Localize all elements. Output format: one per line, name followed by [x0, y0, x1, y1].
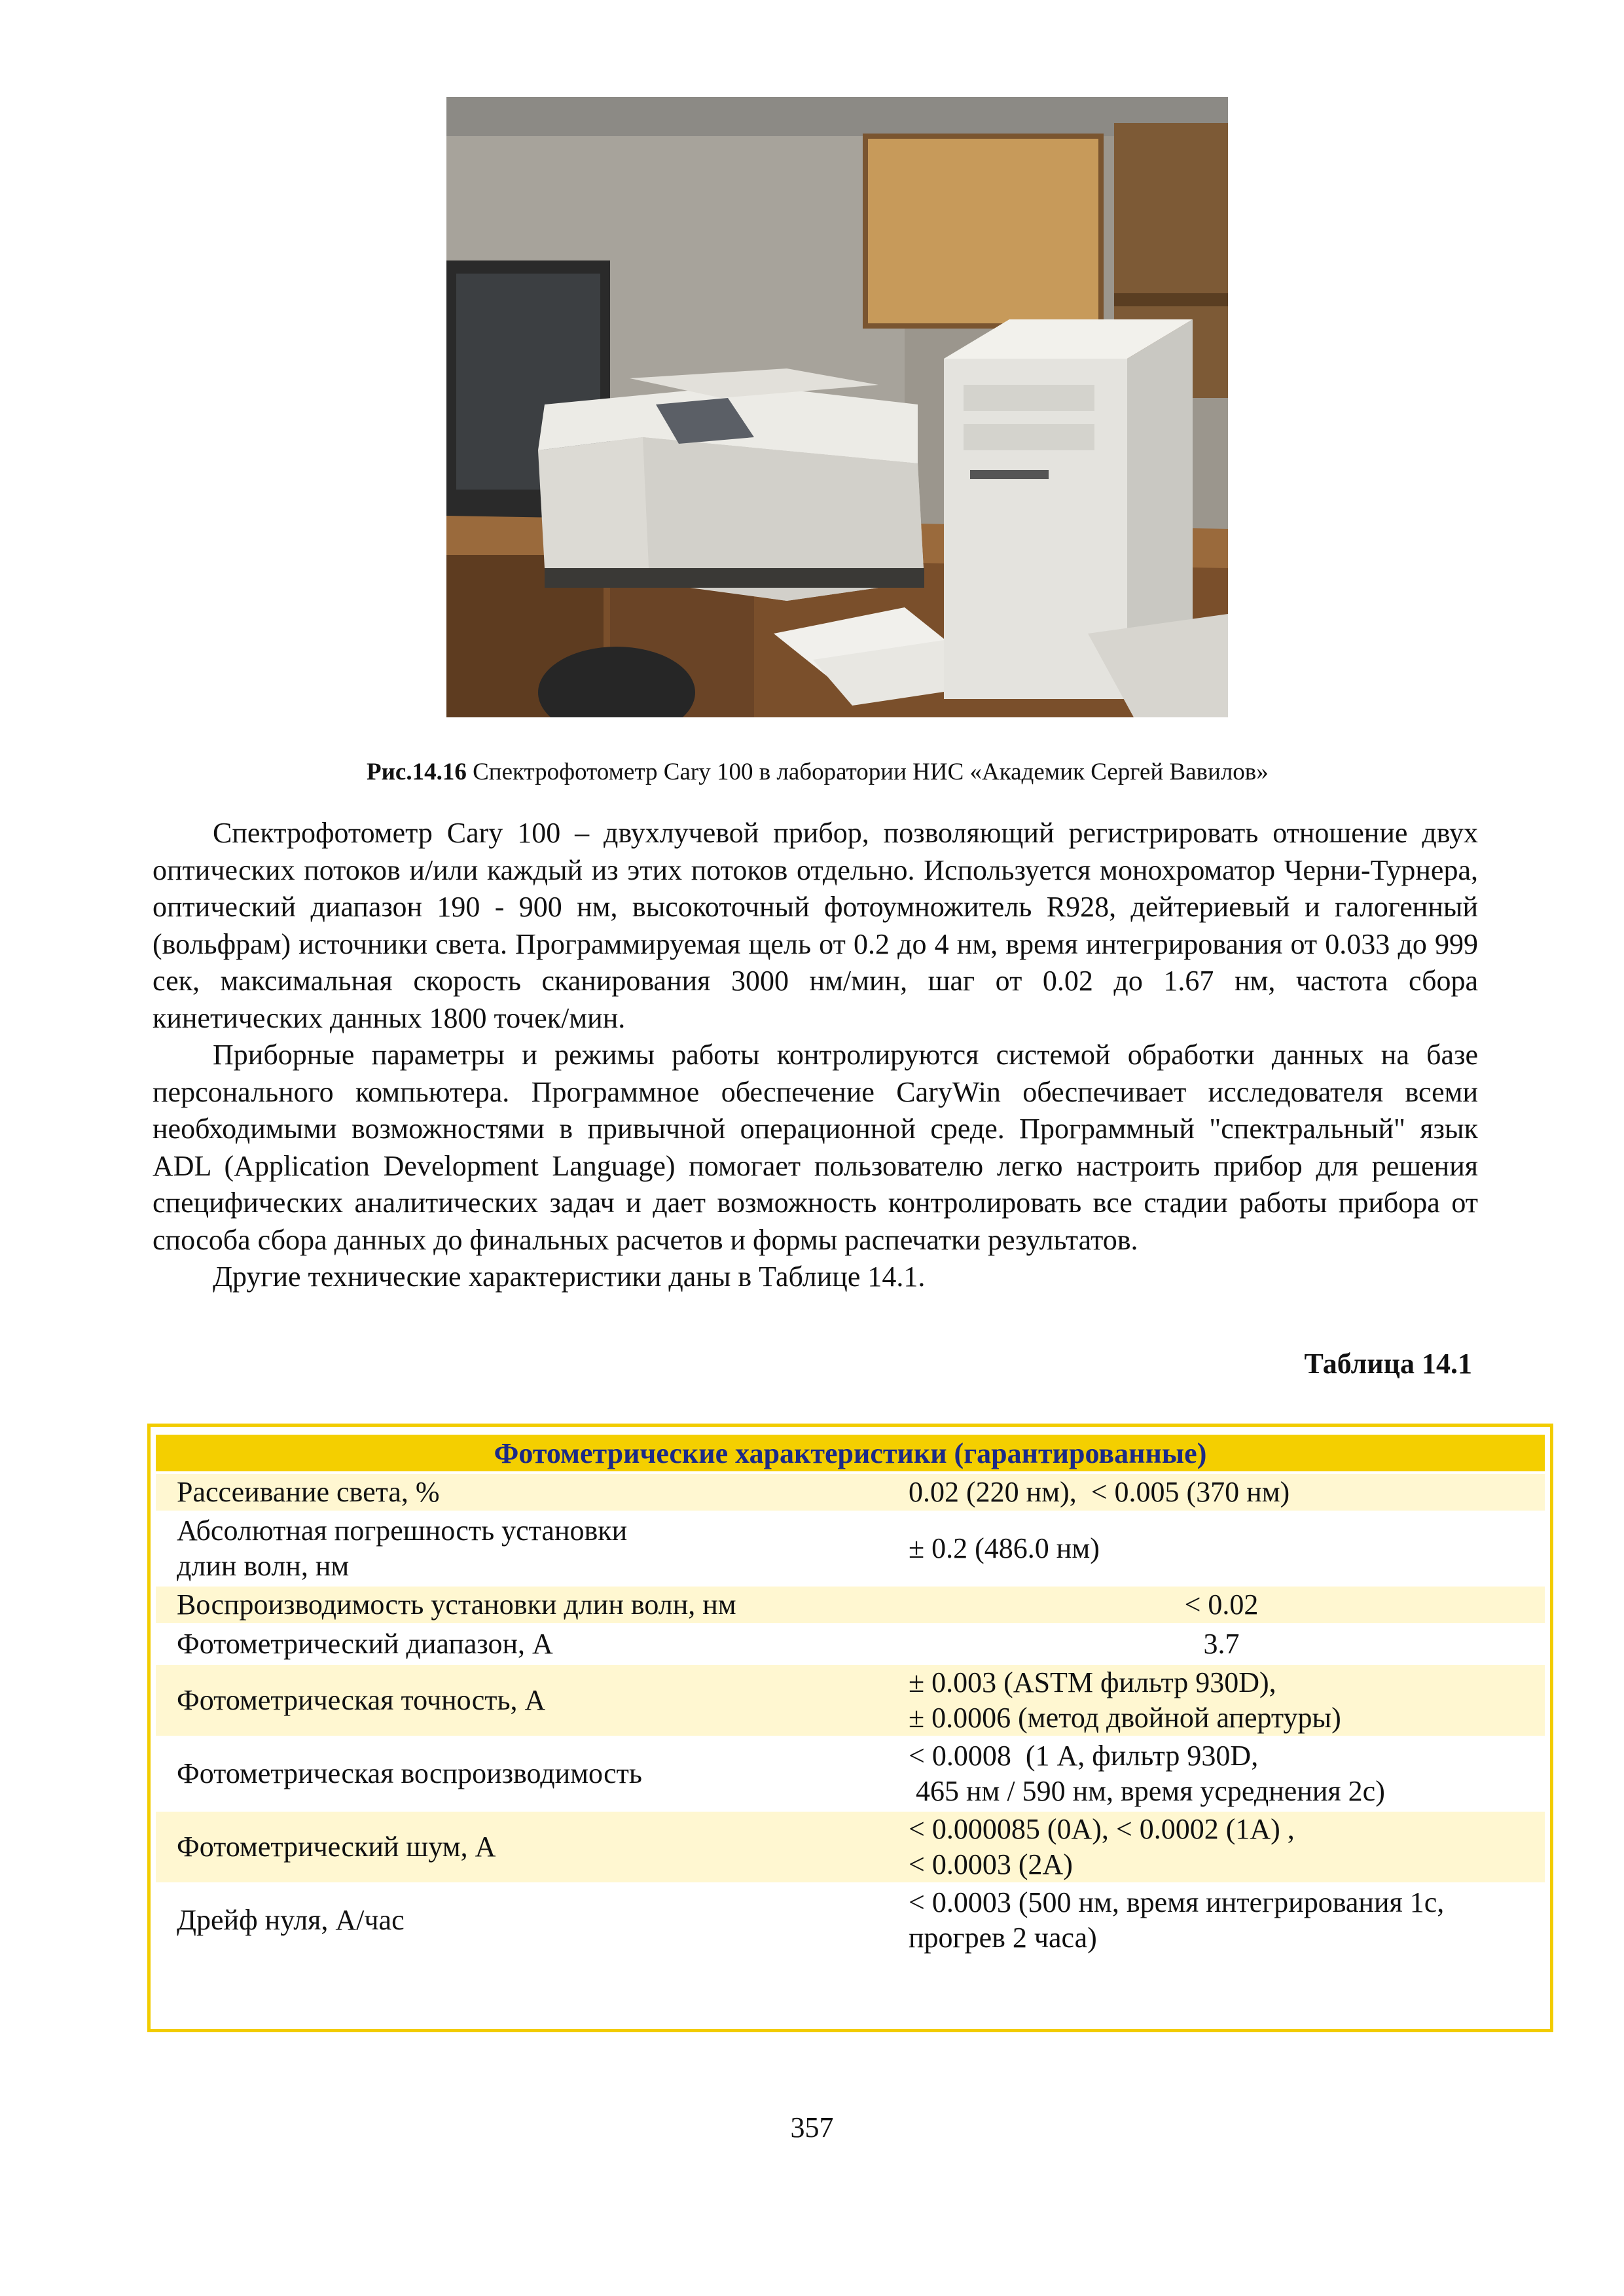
value-text: 3.7 — [1203, 1628, 1240, 1660]
table-row — [156, 1665, 1545, 1736]
paragraph: Другие технические характеристики даны в Таблице 14.1. — [213, 1261, 926, 1293]
parameter-cell — [156, 1513, 902, 1584]
value-text: < 0.0008 (1 А, фильтр 930D, — [909, 1740, 1259, 1772]
value-cell — [902, 1626, 1545, 1662]
parameter-cell — [156, 1812, 902, 1882]
parameter-cell — [156, 1587, 902, 1623]
value-text: 465 нм / 590 нм, время усреднения 2с) — [909, 1775, 1385, 1807]
value-text: ± 0.0006 (метод двойной апертуры) — [909, 1702, 1341, 1734]
table-body — [156, 1474, 1545, 1956]
page-number: 357 — [790, 2111, 834, 2144]
paragraph: Спектрофотометр Cary 100 – двухлучевой прибор, позволяющий регистрировать отношение двух оптических потоков и/или каждый из этих потоков отдельно. Используется монохроматор Черни-Турнера, оптический диапазон 190 - 900 нм, высокоточный фотоумножитель R928, дейтериевый и галогенный (вольфрам) источники света. Программируемая щель от 0.2 до 4 нм, время интегрирования от 0.033 до 999 сек, максимальная скорость сканирования 3000 нм/мин, шаг от 0.02 до 1.67 нм, частота сбора кинетических данных 1800 точек/мин. — [153, 817, 1478, 1034]
table-row — [156, 1812, 1545, 1882]
figure-number: Рис.14.16 — [367, 759, 467, 785]
value-text: ± 0.2 (486.0 нм) — [909, 1532, 1100, 1564]
parameter-text: Фотометрический диапазон, А — [177, 1628, 553, 1660]
specifications-table — [147, 1424, 1553, 2032]
value-text: < 0.0003 (2A) — [909, 1848, 1073, 1880]
value-cell — [902, 1738, 1545, 1809]
table-header: Фотометрические характеристики (гарантированные) — [156, 1435, 1545, 1471]
value-text: < 0.0003 (500 нм, время интегрирования 1с, — [909, 1886, 1445, 1918]
value-cell — [902, 1812, 1545, 1882]
figure-caption-text: Спектрофотометр Cary 100 в лаборатории НИС «Академик Сергей Вавилов» — [473, 759, 1269, 785]
parameter-text: Фотометрический шум, А — [177, 1831, 496, 1863]
value-text: 0.02 (220 нм), < 0.005 (370 нм) — [909, 1476, 1290, 1508]
parameter-text: длин волн, нм — [177, 1550, 350, 1582]
parameter-cell — [156, 1885, 902, 1956]
table-row — [156, 1587, 1545, 1623]
table-row — [156, 1474, 1545, 1511]
value-text: < 0.02 — [1184, 1588, 1259, 1621]
parameter-text: Рассеивание света, % — [177, 1476, 440, 1508]
value-cell — [902, 1885, 1545, 1956]
table-row — [156, 1626, 1545, 1662]
parameter-cell — [156, 1474, 902, 1511]
table-row — [156, 1513, 1545, 1584]
table-label: Таблица 14.1 — [1304, 1348, 1472, 1380]
figure-caption — [367, 756, 1414, 789]
parameter-cell — [156, 1626, 902, 1662]
parameter-text: Фотометрическая точность, А — [177, 1684, 546, 1716]
parameter-cell — [156, 1665, 902, 1736]
parameter-text: Фотометрическая воспроизводимость — [177, 1757, 642, 1789]
value-cell — [902, 1665, 1545, 1736]
parameter-text: Дрейф нуля, А/час — [177, 1904, 405, 1936]
value-text: < 0.000085 (0A), < 0.0002 (1A) , — [909, 1813, 1295, 1845]
table-row — [156, 1738, 1545, 1809]
parameter-text: Абсолютная погрешность установки — [177, 1515, 628, 1547]
value-cell — [902, 1513, 1545, 1584]
value-text: прогрев 2 часа) — [909, 1922, 1097, 1954]
value-cell — [902, 1587, 1545, 1623]
value-text: ± 0.003 (ASTM фильтр 930D), — [909, 1666, 1276, 1698]
paragraph: Приборные параметры и режимы работы контролируются системой обработки данных на базе персонального компьютера. Программное обеспечение CaryWin обеспечивает исследователя всеми необходимыми возможностями в привычной операционной среде. Программный "спектральный" язык ADL (Application Development Language) помогает пользователю легко настроить прибор для решения специфических аналитических задач и дает возможность контролировать все стадии работы прибора от способа сбора данных до финальных расчетов и формы распечатки результатов. — [153, 1039, 1478, 1256]
parameter-text: Воспроизводимость установки длин волн, нм — [177, 1588, 736, 1621]
spectrophotometer-photo — [446, 97, 1228, 717]
parameter-cell — [156, 1738, 902, 1809]
body-text — [153, 815, 1478, 1296]
table-row — [156, 1885, 1545, 1956]
value-cell — [902, 1474, 1545, 1511]
